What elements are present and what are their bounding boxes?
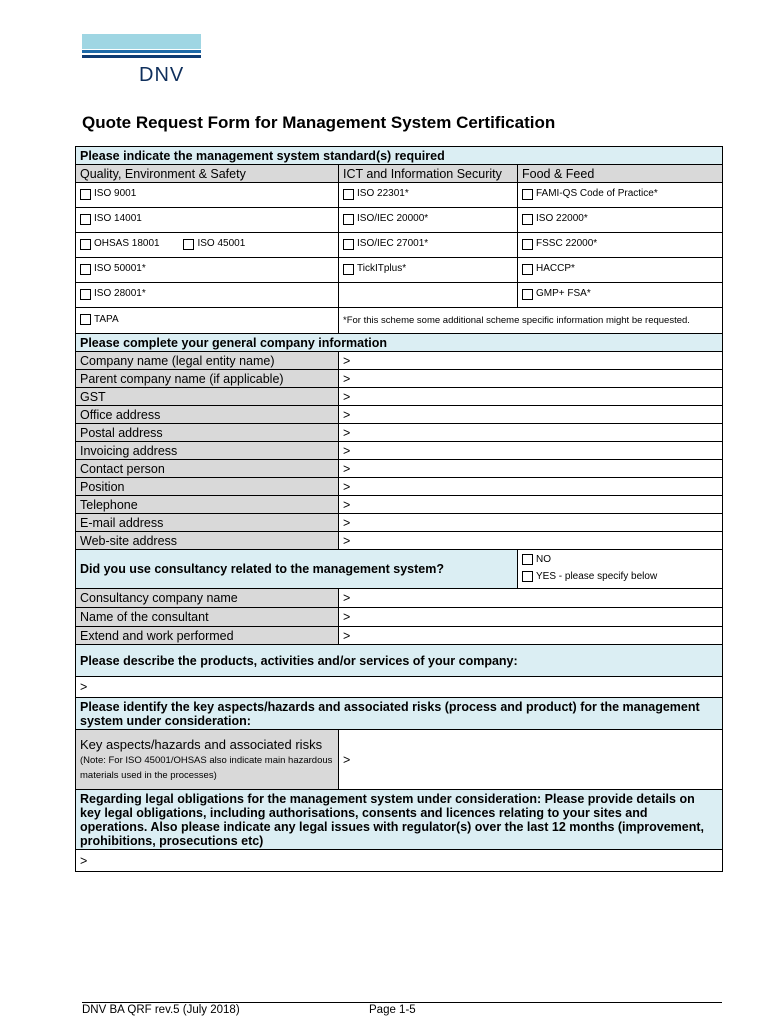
consultancy-company-field[interactable]: >: [339, 589, 723, 608]
company-heading: Please complete your general company information: [76, 334, 723, 352]
company-name-field[interactable]: >: [339, 352, 723, 370]
iso27001-checkbox[interactable]: ISO/IEC 27001*: [343, 237, 428, 251]
footer-page-number: Page 1-5: [369, 1004, 416, 1016]
checkbox-icon: [522, 214, 533, 225]
aspects-label: Key aspects/hazards and associated risks: [80, 736, 323, 752]
checkbox-icon: [80, 239, 91, 250]
aspects-field[interactable]: >: [339, 730, 723, 790]
gmp-checkbox[interactable]: GMP+ FSA*: [522, 287, 591, 301]
website-field[interactable]: >: [339, 532, 723, 550]
email-field[interactable]: >: [339, 514, 723, 532]
contact-person-label: Contact person: [76, 460, 339, 478]
email-label: E-mail address: [76, 514, 339, 532]
gst-field[interactable]: >: [339, 388, 723, 406]
checkbox-icon: [343, 214, 354, 225]
consultant-name-label: Name of the consultant: [76, 608, 339, 627]
iso14001-checkbox[interactable]: ISO 14001: [80, 212, 142, 226]
haccp-checkbox[interactable]: HACCP*: [522, 262, 575, 276]
website-label: Web-site address: [76, 532, 339, 550]
telephone-label: Telephone: [76, 496, 339, 514]
invoicing-address-field[interactable]: >: [339, 442, 723, 460]
tapa-checkbox[interactable]: TAPA: [80, 313, 119, 327]
iso22000-checkbox[interactable]: ISO 22000*: [522, 212, 588, 226]
column-quality: Quality, Environment & Safety: [76, 165, 339, 183]
checkbox-icon: [80, 189, 91, 200]
aspects-heading: Please identify the key aspects/hazards and associated risks (process and product) for the management system under consideration:: [76, 698, 723, 730]
consultancy-company-label: Consultancy company name: [76, 589, 339, 608]
checkbox-icon: [522, 289, 533, 300]
ohsas18001-checkbox[interactable]: OHSAS 18001: [80, 237, 180, 251]
legal-field[interactable]: >: [76, 850, 723, 872]
checkbox-icon: [80, 264, 91, 275]
empty-cell: [339, 283, 518, 308]
column-food: Food & Feed: [518, 165, 723, 183]
checkbox-icon: [522, 264, 533, 275]
postal-address-field[interactable]: >: [339, 424, 723, 442]
products-heading: Please describe the products, activities and/or services of your company:: [76, 645, 723, 677]
iso28001-checkbox[interactable]: ISO 28001*: [80, 287, 146, 301]
consultancy-yes-checkbox[interactable]: YES - please specify below: [522, 569, 657, 584]
footer-revision: DNV BA QRF rev.5 (July 2018): [82, 1004, 240, 1016]
iso22301-checkbox[interactable]: ISO 22301*: [343, 187, 409, 201]
iso9001-checkbox[interactable]: ISO 9001: [80, 187, 136, 201]
checkbox-icon: [80, 314, 91, 325]
products-field[interactable]: >: [76, 677, 723, 698]
dnv-logo: [82, 34, 201, 86]
iso20000-checkbox[interactable]: ISO/IEC 20000*: [343, 212, 428, 226]
footer-divider: [82, 1002, 722, 1003]
tickit-checkbox[interactable]: TickITplus*: [343, 262, 406, 276]
company-name-label: Company name (legal entity name): [76, 352, 339, 370]
work-performed-label: Extend and work performed: [76, 627, 339, 645]
office-address-label: Office address: [76, 406, 339, 424]
work-performed-field[interactable]: >: [339, 627, 723, 645]
invoicing-address-label: Invoicing address: [76, 442, 339, 460]
checkbox-icon: [522, 571, 533, 582]
checkbox-icon: [80, 214, 91, 225]
quote-request-form: [75, 146, 723, 872]
parent-company-field[interactable]: >: [339, 370, 723, 388]
checkbox-icon: [522, 239, 533, 250]
checkbox-icon: [522, 554, 533, 565]
position-field[interactable]: >: [339, 478, 723, 496]
famiqs-checkbox[interactable]: FAMI-QS Code of Practice*: [522, 187, 658, 201]
telephone-field[interactable]: >: [339, 496, 723, 514]
iso50001-checkbox[interactable]: ISO 50001*: [80, 262, 146, 276]
consultancy-question: Did you use consultancy related to the management system?: [76, 550, 518, 589]
postal-address-label: Postal address: [76, 424, 339, 442]
consultancy-no-checkbox[interactable]: NO: [522, 552, 551, 567]
parent-company-label: Parent company name (if applicable): [76, 370, 339, 388]
column-ict: ICT and Information Security: [339, 165, 518, 183]
office-address-field[interactable]: >: [339, 406, 723, 424]
standards-heading: Please indicate the management system standard(s) required: [76, 147, 723, 165]
checkbox-icon: [183, 239, 194, 250]
contact-person-field[interactable]: >: [339, 460, 723, 478]
checkbox-icon: [80, 289, 91, 300]
iso45001-checkbox[interactable]: ISO 45001: [183, 237, 245, 251]
checkbox-icon: [522, 189, 533, 200]
checkbox-icon: [343, 264, 354, 275]
aspects-label-cell: [76, 730, 339, 790]
logo-wordmark: DNV: [139, 64, 185, 86]
legal-heading: Regarding legal obligations for the management system under consideration: Please provide details on key legal obligations, including authorisations, consents and licences relating to your sites and operations. Also please indicate any legal issues with regulator(s) over the last 12 months (improvement, prohibitions, prosecutions etc): [76, 790, 723, 850]
checkbox-icon: [343, 189, 354, 200]
position-label: Position: [76, 478, 339, 496]
page-title: Quote Request Form for Management System Certification: [82, 113, 556, 132]
aspects-note: (Note: For ISO 45001/OHSAS also indicate main hazardous materials used in the processes): [80, 754, 333, 781]
fssc22000-checkbox[interactable]: FSSC 22000*: [522, 237, 597, 251]
checkbox-icon: [343, 239, 354, 250]
consultant-name-field[interactable]: >: [339, 608, 723, 627]
scheme-note: *For this scheme some additional scheme specific information might be requested.: [339, 308, 723, 334]
gst-label: GST: [76, 388, 339, 406]
